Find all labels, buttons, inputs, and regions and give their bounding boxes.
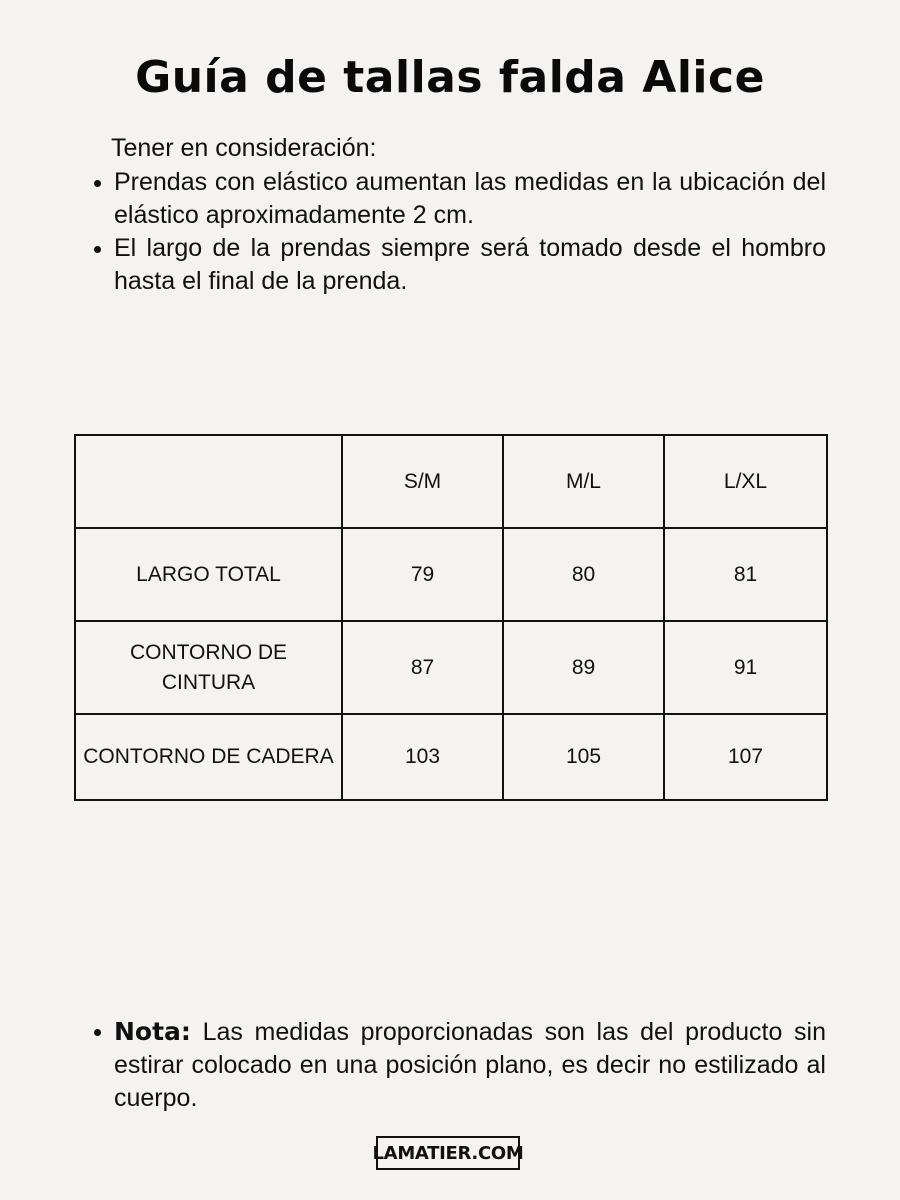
table-cell: 107 xyxy=(664,714,827,800)
table-row xyxy=(75,714,827,800)
table-cell: 103 xyxy=(342,714,503,800)
consideration-item xyxy=(90,232,826,298)
table-cell: 87 xyxy=(342,621,503,714)
table-cell: 81 xyxy=(664,528,827,621)
table-header-cell-empty xyxy=(75,435,342,528)
page-title: Guía de tallas falda Alice xyxy=(135,52,765,103)
row-label-contorno-cadera: CONTORNO DE CADERA xyxy=(75,714,342,800)
table-header-cell-lxl: L/XL xyxy=(664,435,827,528)
table-header-cell-sm: S/M xyxy=(342,435,503,528)
table-cell: 80 xyxy=(503,528,664,621)
consideration-heading: Tener en consideración: xyxy=(111,134,377,162)
table-cell: 91 xyxy=(664,621,827,714)
note-label: Nota: xyxy=(114,1017,191,1046)
table-header-row xyxy=(75,435,827,528)
note-list xyxy=(90,1015,826,1115)
size-table xyxy=(74,434,828,801)
row-label-largo-total: LARGO TOTAL xyxy=(75,528,342,621)
table-cell: 89 xyxy=(503,621,664,714)
bullet-icon xyxy=(94,180,101,187)
table-row xyxy=(75,621,827,714)
note-item xyxy=(90,1015,826,1115)
consideration-list xyxy=(90,166,826,298)
consideration-item xyxy=(90,166,826,232)
row-label-contorno-cintura: CONTORNO DE CINTURA xyxy=(75,621,342,714)
table-header-cell-ml: M/L xyxy=(503,435,664,528)
table-cell: 105 xyxy=(503,714,664,800)
table-row xyxy=(75,528,827,621)
table-cell: 79 xyxy=(342,528,503,621)
consideration-text: Prendas con elástico aumentan las medidas en la ubicación del elástico aproximadamente 2 cm. xyxy=(114,168,826,229)
bullet-icon xyxy=(94,1029,101,1036)
consideration-text: El largo de la prendas siempre será tomado desde el hombro hasta el final de la prenda. xyxy=(114,234,826,295)
note-text: Las medidas proporcionadas son las del producto sin estirar colocado en una posición plano, es decir no estilizado al cuerpo. xyxy=(114,1018,826,1112)
bullet-icon xyxy=(94,246,101,253)
brand-badge: LAMATIER.COM xyxy=(376,1136,520,1170)
